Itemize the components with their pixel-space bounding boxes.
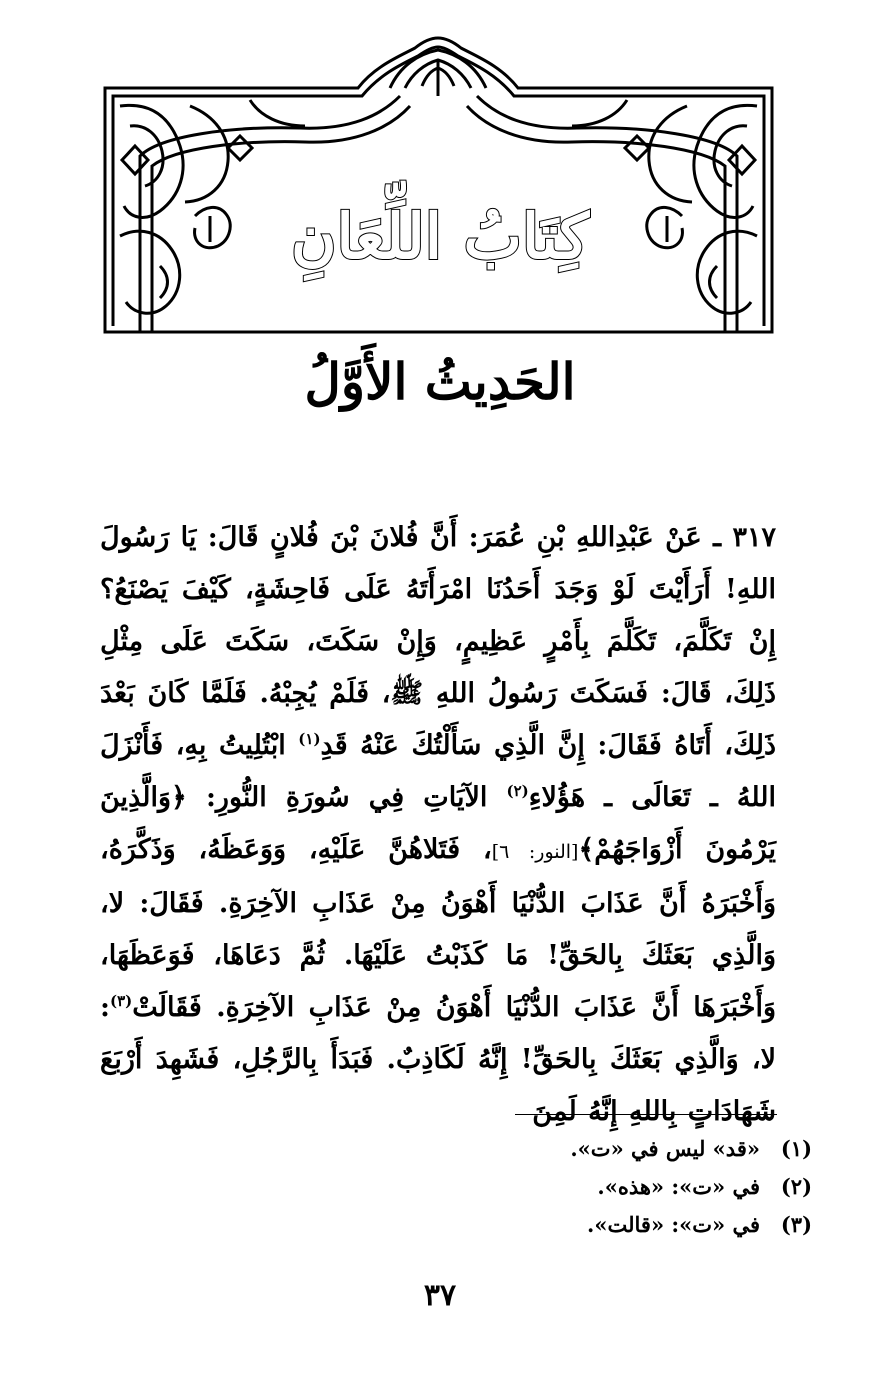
quran-verse: ﴿وَالَّذِينَ يَرْمُونَ أَزْوَاجَهُمْ﴾ [100,782,776,865]
hadith-text-part3: الآيَاتِ فِي سُورَةِ النُّورِ: [186,782,507,813]
footnote-text: في «ت»: «هذه». [597,1174,760,1199]
book-title: كِتَابُ اللِّعَانِ [290,200,590,273]
ornamental-header-frame [100,36,777,336]
hadith-text-part1: ٣١٧ ـ عَنْ عَبْدِاللهِ بْنِ عُمَرَ: أَنَّ فُلانَ بْنَ فُلانٍ قَالَ: يَا رَسُولَ اللهِ! أَرَأَيْتَ لَوْ وَجَدَ أَحَدُنَا امْرَأَتَهُ عَلَى فَاحِشَةٍ، كَيْفَ يَصْنَعُ؟ إِنْ تَكَلَّمَ، تَكَلَّمَ بِأَمْرٍ عَظِيمٍ، وَإِنْ سَكَتَ، سَكَتَ عَلَى مِثْلِ ذَلِكَ، قَالَ: فَسَكَتَ رَسُولُ اللهِ ﷺ، فَلَمْ يُجِبْهُ. فَلَمَّا كَانَ بَعْدَ ذَلِكَ، أَتَاهُ فَقَالَ: إِنَّ الَّذِي سَأَلْتُكَ عَنْهُ قَدِ [100,522,776,761]
arabesque-frame-icon [100,36,777,336]
footnote-number: (١) [780,1136,812,1161]
hadith-paragraph [100,512,776,1138]
footnote-text: «قد» ليس في «ت». [570,1136,760,1161]
hadith-text-part5: : لا، وَالَّذِي بَعَثَكَ بِالحَقِّ! إِنَّهُ لَكَاذِبٌ. فَبَدَأَ بِالرَّجُلِ، فَشَهِدَ أَرْبَعَ شَهَادَاتٍ بِاللهِ إِنَّهُ لَمِنَ [100,992,776,1127]
hadith-text-part4: ، فَتَلاهُنَّ عَلَيْهِ، وَوَعَظَهُ، وَذَكَّرَهُ، وَأَخْبَرَهُ أَنَّ عَذَابَ الدُّنْيَا أَهْوَنُ مِنْ عَذَابِ الآخِرَةِ. فَقَالَ: لا، وَالَّذِي بَعَثَكَ بِالحَقِّ! مَا كَذَبْتُ عَلَيْهَا. ثُمَّ دَعَاهَا، فَوَعَظَهَا، وَأَخْبَرَهَا أَنَّ عَذَابَ الدُّنْيَا أَهْوَنُ مِنْ عَذَابِ الآخِرَةِ. فَقَالَتْ [100,834,776,1023]
footnote-number: (٣) [780,1212,812,1237]
footnote-item [400,1130,812,1168]
footnote-marker-2[interactable]: (٢) [506,782,529,800]
footnote-text: في «ت»: «قالت». [587,1212,760,1237]
footnote-marker-3[interactable]: (٣) [109,992,133,1010]
verse-reference: [النور: ٦] [491,841,579,863]
footnote-divider [515,1114,777,1115]
footnote-marker-1[interactable]: (١) [298,730,321,748]
hadith-title: الحَدِيثُ الأَوَّلُ [304,352,576,411]
footnote-number: (٢) [780,1174,812,1199]
footnote-item [400,1168,812,1206]
footnote-item [400,1206,812,1244]
page-number: ٣٧ [423,1278,457,1313]
hadith-body [100,512,776,1138]
footnotes [400,1130,812,1244]
hadith-text-part2: ابْتُلِيتُ بِهِ، فَأَنْزَلَ اللهُ ـ تَعَالَى ـ هَؤُلاءِ [100,730,777,813]
